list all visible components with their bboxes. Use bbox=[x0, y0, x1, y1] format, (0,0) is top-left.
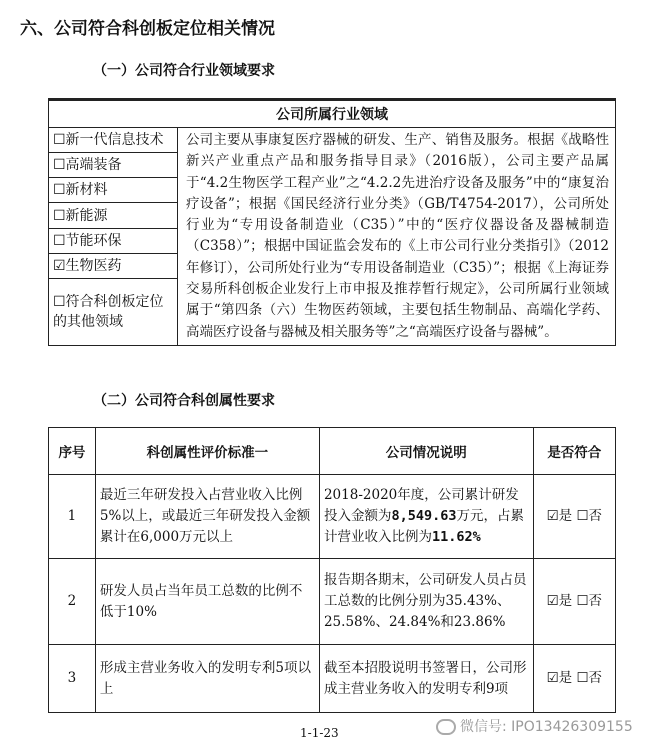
watermark bbox=[436, 716, 633, 736]
option-it: ☐新一代信息技术 bbox=[49, 128, 178, 153]
subsection2-title: （二）公司符合科创属性要求 bbox=[93, 393, 275, 409]
row-criterion: 最近三年研发投入占营业收入比例5%以上，或最近三年研发投入金额累计在6,000万元以上 bbox=[95, 475, 319, 559]
subsection1-title: （一）公司符合行业领域要求 bbox=[93, 63, 275, 79]
row-criterion: 形成主营业务收入的发明专利5项以上 bbox=[95, 645, 319, 713]
criteria-table bbox=[48, 427, 616, 713]
industry-table bbox=[48, 98, 616, 346]
row-match: ☑是 ☐否 bbox=[533, 475, 615, 559]
industry-table-header: 公司所属行业领域 bbox=[49, 100, 616, 128]
row-match: ☑是 ☐否 bbox=[533, 645, 615, 713]
option-equipment: ☐高端装备 bbox=[49, 153, 178, 178]
row-number: 1 bbox=[49, 475, 96, 559]
row-description: 2018-2020年度，公司累计研发投入金额为8,549.63万元，占累计营业收入比例为11.62% bbox=[319, 475, 533, 559]
table-row bbox=[49, 645, 616, 713]
industry-description: 公司主要从事康复医疗器械的研发、生产、销售及服务。根据《战略性新兴产业重点产品和服务指导目录》（2016版），公司主要产品属于“4.2生物医学工程产业”之“4.2.2先进治疗设备及服务”中的“康复治疗设备”；根据《国民经济行业分类》（GB/T4754-2017），公司所处行业为“专用设备制造业（C35）”中的“医疗仪器设备及器械制造（C358）”；根据中国证监会发布的《上市公司行业分类指引》（2012年修订），公司所处行业为“专用设备制造业（C35）”；根据《上海证券交易所科创板企业发行上市申报及推荐暂行规定》，公司所属行业领域属于“第四条（六）生物医药领域，主要包括生物制品、高端化学药、高端医疗设备与器械及相关服务等”之“高端医疗设备与器械”。 bbox=[178, 128, 616, 346]
table-row bbox=[49, 475, 616, 559]
option-environment: ☐节能环保 bbox=[49, 228, 178, 253]
row-match: ☑是 ☐否 bbox=[533, 559, 615, 645]
option-biomed: ☑生物医药 bbox=[49, 253, 178, 278]
option-energy: ☐新能源 bbox=[49, 203, 178, 228]
col-header-match: 是否符合 bbox=[533, 428, 615, 475]
row-number: 2 bbox=[49, 559, 96, 645]
row-description: 报告期各期末，公司研发人员占员工总数的比例分别为35.43%、25.58%、24.84%和23.86% bbox=[319, 559, 533, 645]
col-header-criterion: 科创属性评价标准一 bbox=[95, 428, 319, 475]
row-number: 3 bbox=[49, 645, 96, 713]
section-title: 六、公司符合科创板定位相关情况 bbox=[20, 19, 275, 39]
option-materials: ☐新材料 bbox=[49, 178, 178, 203]
page-number: 1-1-23 bbox=[300, 726, 339, 740]
col-header-no: 序号 bbox=[49, 428, 96, 475]
row-criterion: 研发人员占当年员工总数的比例不低于10% bbox=[95, 559, 319, 645]
row-description: 截至本招股说明书签署日，公司形成主营业务收入的发明专利9项 bbox=[319, 645, 533, 713]
wechat-icon bbox=[436, 719, 456, 735]
table-row bbox=[49, 559, 616, 645]
col-header-description: 公司情况说明 bbox=[319, 428, 533, 475]
watermark-text: 微信号: IPO13426309155 bbox=[460, 719, 633, 735]
option-other: ☐符合科创板定位的其他领域 bbox=[49, 278, 178, 345]
